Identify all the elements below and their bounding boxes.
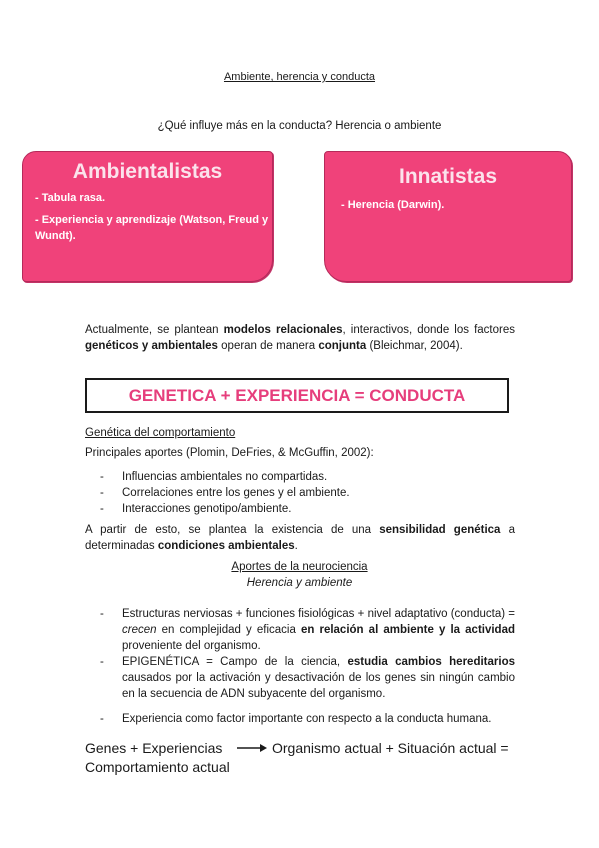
bold-run: estudia cambios hereditarios xyxy=(347,656,515,668)
contributions-list xyxy=(100,469,350,517)
list-item-text: Correlaciones entre los genes y el ambiente. xyxy=(122,487,350,499)
text-run: (Bleichmar, 2004). xyxy=(366,340,463,352)
list-item xyxy=(100,711,491,727)
innatistas-heading: Innatistas xyxy=(398,165,498,188)
dash-bullet: - xyxy=(100,656,104,668)
ambientalistas-box xyxy=(22,151,273,282)
innatistas-item-1: - Herencia (Darwin). xyxy=(341,199,445,211)
text-run: . xyxy=(294,540,298,552)
ambientalistas-heading: Ambientalistas xyxy=(72,160,223,183)
text-run: operan de manera xyxy=(217,340,319,352)
dash-bullet: - xyxy=(100,471,104,483)
current-behavior-text: Comportamiento actual xyxy=(85,759,230,775)
bold-run: sensibilidad genética xyxy=(379,524,501,536)
right-arrow-icon xyxy=(236,741,268,755)
main-question: ¿Qué influye más en la conducta? Herencia o ambiente xyxy=(157,120,442,132)
ambientalistas-item-2: - Experiencia y aprendizaje (Watson, Freud y Wundt). xyxy=(35,214,269,242)
document-title: Ambiente, herencia y conducta xyxy=(223,71,376,83)
text-run: Estructuras nerviosas + funciones fisiológicas + nivel adaptativo (conducta) = xyxy=(122,608,515,620)
neuroscience-subtitle: Herencia y ambiente xyxy=(246,577,353,589)
bold-run: en relación al ambiente y la actividad xyxy=(300,624,515,636)
text-run: en complejidad y eficacia xyxy=(156,624,301,636)
organism-situation-text: Organismo actual + Situación actual = xyxy=(272,740,509,756)
dash-bullet: - xyxy=(100,608,104,620)
text-run: , interactivos, donde los factores xyxy=(342,324,515,336)
list-item xyxy=(100,501,350,517)
relational-models-paragraph xyxy=(85,322,515,354)
experience-list xyxy=(100,711,491,727)
bold-run: conjunta xyxy=(318,340,367,352)
ambientalistas-item-1: - Tabula rasa. xyxy=(35,192,106,204)
genetics-heading: Genética del comportamiento xyxy=(85,427,236,439)
text-run: proveniente del organismo. xyxy=(122,640,261,652)
list-item xyxy=(100,606,515,654)
text-run: causados por la activación y desactivación de los genes sin ningún cambio en la secuencia de ADN subyacente del organismo. xyxy=(122,672,515,700)
list-item-text: Experiencia como factor importante con respecto a la conducta humana. xyxy=(122,713,492,725)
bold-run: condiciones ambientales xyxy=(157,540,295,552)
list-item xyxy=(100,469,350,485)
bold-run: modelos relacionales xyxy=(223,324,343,336)
italic-run: crecen xyxy=(122,624,157,636)
equation-box xyxy=(85,378,509,413)
equation-text: GENETICA + EXPERIENCIA = CONDUCTA xyxy=(128,386,466,405)
text-run: a determinadas xyxy=(85,524,515,552)
dash-bullet: - xyxy=(100,487,104,499)
list-item-text: Influencias ambientales no compartidas. xyxy=(122,471,328,483)
list-item xyxy=(100,654,515,702)
innatistas-box xyxy=(324,151,572,282)
neuroscience-heading: Aportes de la neurociencia xyxy=(231,561,368,573)
text-run: EPIGENÉTICA = Campo de la ciencia, xyxy=(122,656,348,668)
main-contributions-text: Principales aportes (Plomin, DeFries, & McGuffin, 2002): xyxy=(85,447,374,459)
genetic-sensitivity-paragraph xyxy=(85,522,515,554)
text-run: Actualmente, se plantean xyxy=(85,324,224,336)
neuroscience-list xyxy=(100,606,515,702)
genes-experiences-text: Genes + Experiencias xyxy=(85,740,223,756)
text-run: A partir de esto, se plantea la existencia de una xyxy=(85,524,380,536)
bold-run: genéticos y ambientales xyxy=(85,340,218,352)
dash-bullet: - xyxy=(100,713,104,725)
dash-bullet: - xyxy=(100,503,104,515)
list-item xyxy=(100,485,350,501)
list-item-text: Interacciones genotipo/ambiente. xyxy=(122,503,292,515)
